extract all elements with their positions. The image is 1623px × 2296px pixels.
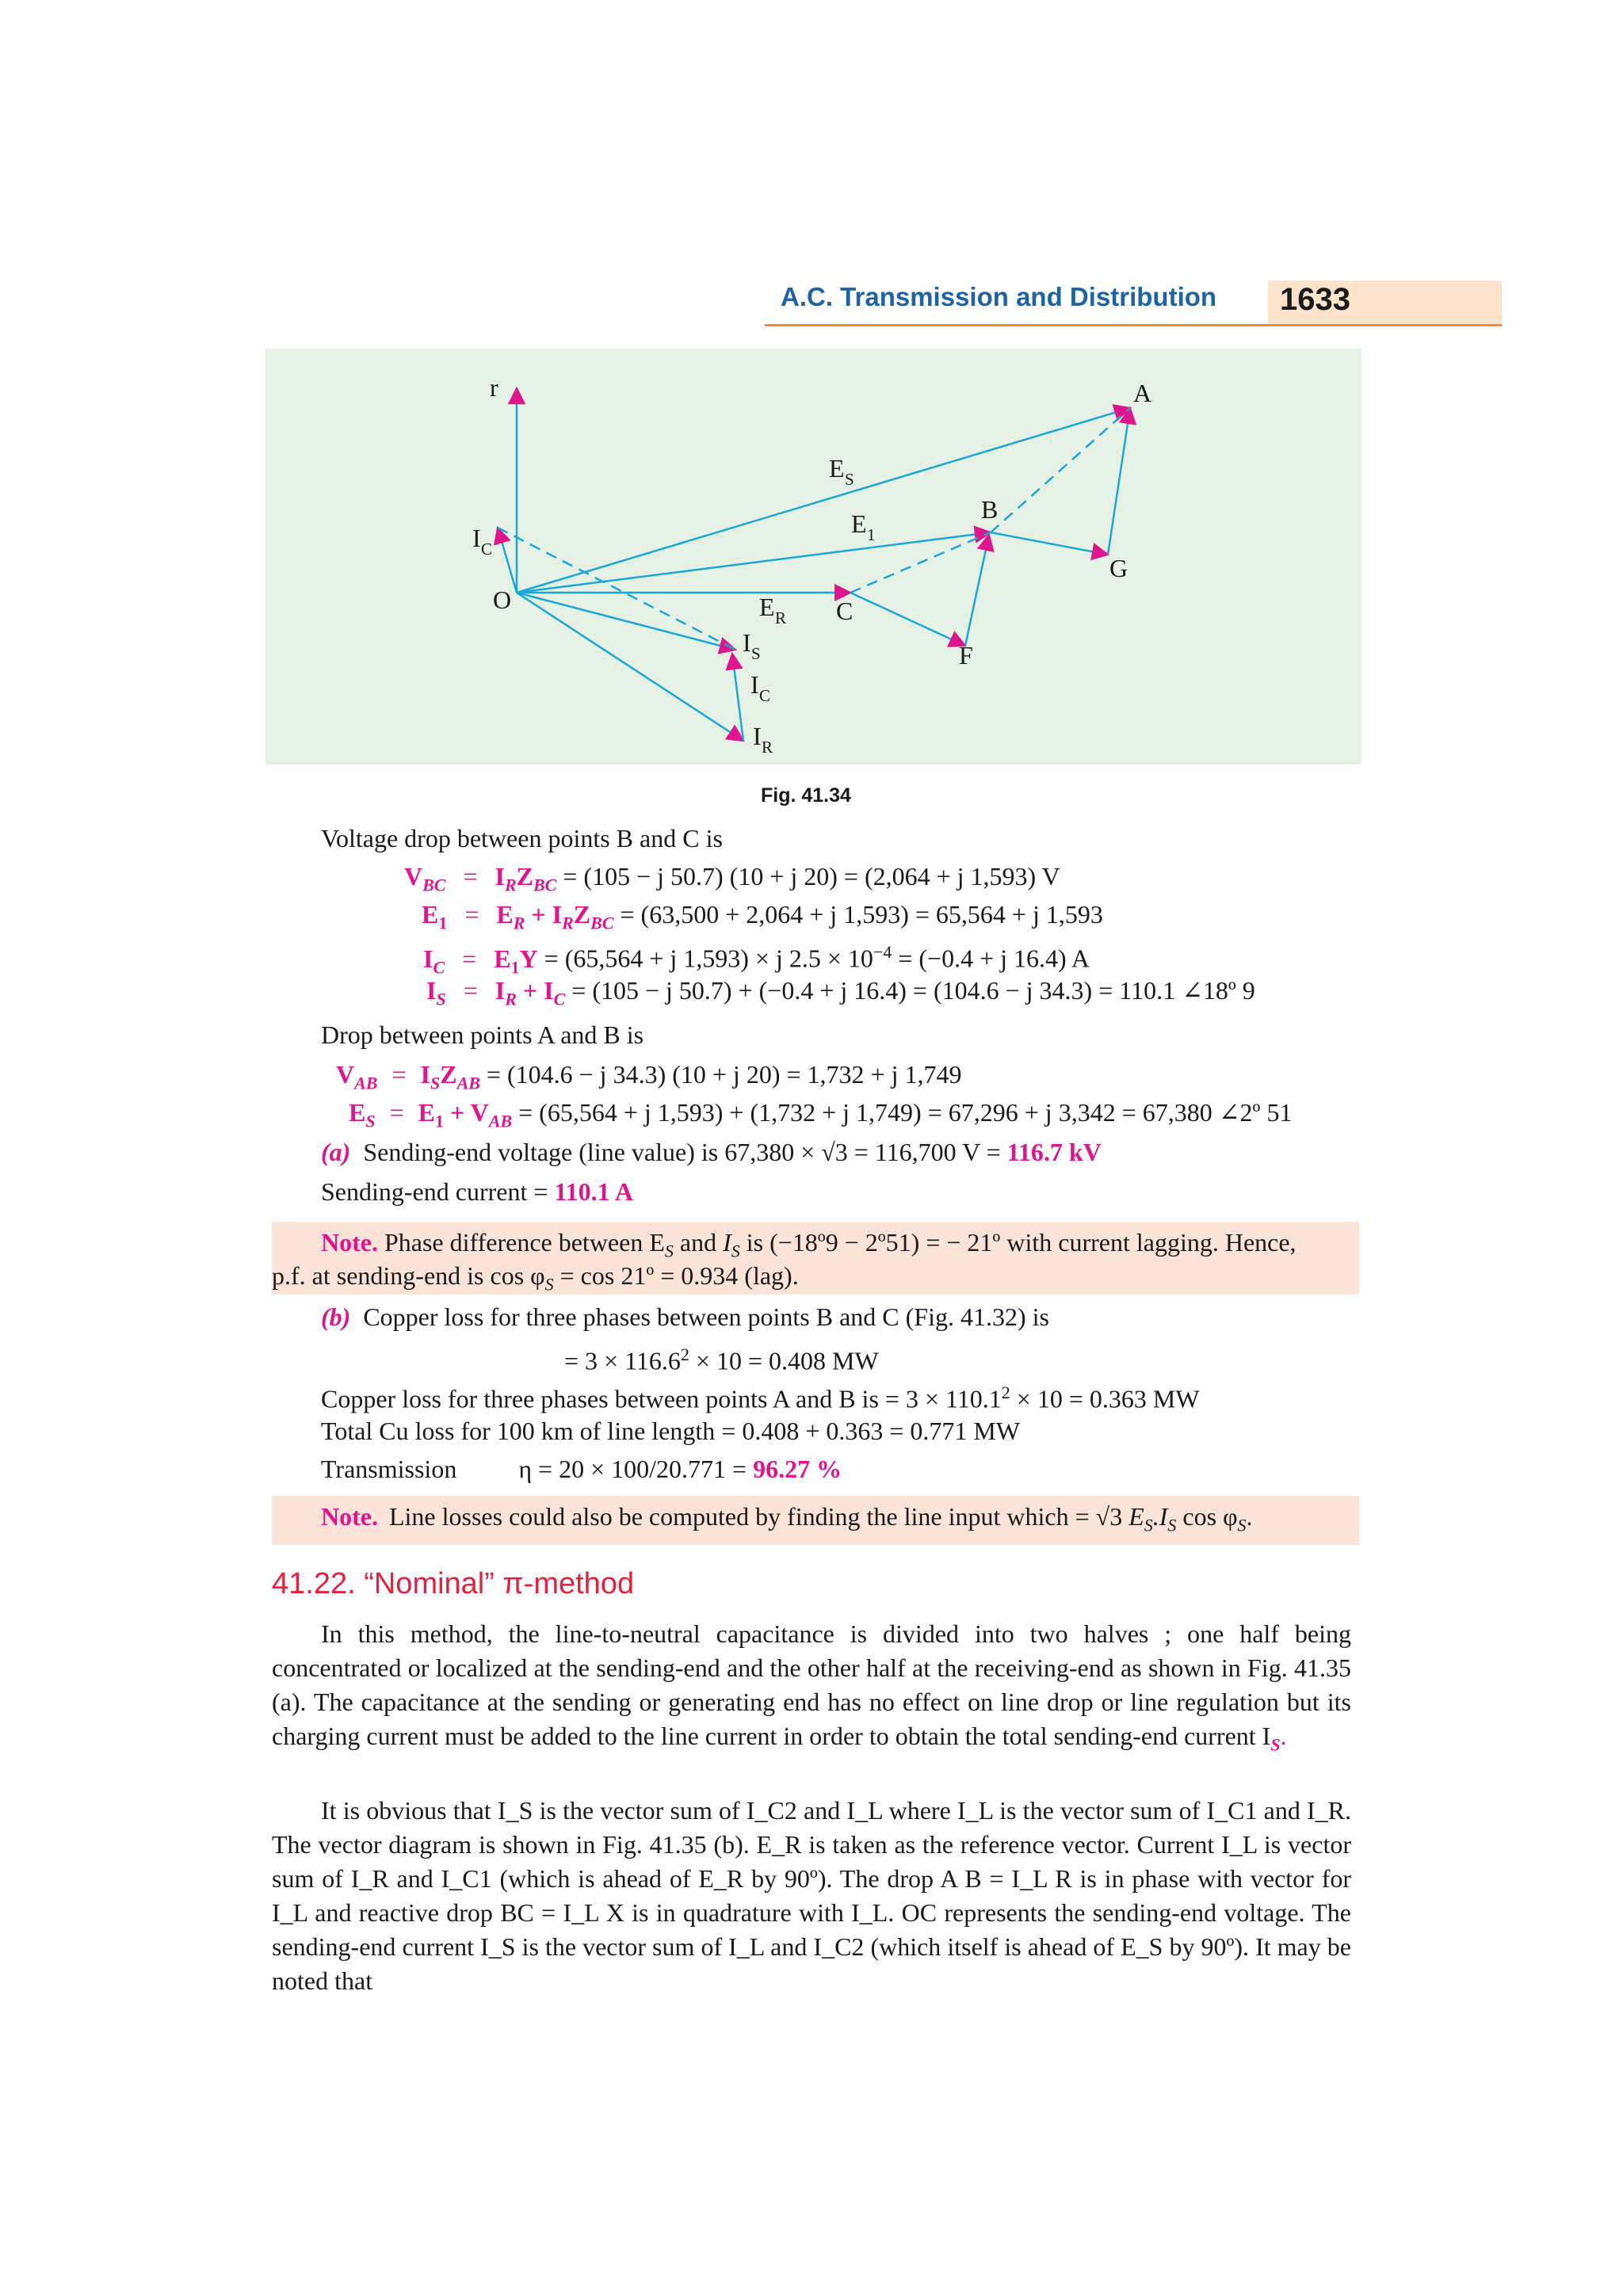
part-b-equation: = $3 \times 116.6^2 \times 10 = 0.408$ MW	[564, 1344, 879, 1375]
copper-loss-ab: Copper loss for three phases between points A and B is = $3 \times 110.1^2 \times 10 = 0.363$ MW	[321, 1383, 1200, 1413]
svg-text:1: 1	[867, 525, 876, 544]
transmission-efficiency: Transmission η = 20 × 100/20.771 = 96.27 %	[321, 1455, 842, 1483]
equation-es: $E_S = E_1 + V_{AB} = (65,564 + j$ 1,593) + (1,732 + j 1,749) = 67,296 + j 3,342 = 67,380 ∠2º 51	[349, 1098, 1293, 1131]
label-er: E	[759, 593, 775, 621]
vector-fb	[965, 535, 989, 646]
vector-cf	[850, 593, 965, 646]
svg-text:S: S	[751, 644, 761, 663]
answer-a: (a) Sending-end voltage (line value) is 67,380 × √3 = 116,700 V = 116.7 kV	[321, 1138, 1102, 1166]
vector-ga	[1108, 408, 1130, 555]
note-1-line-2: p.f. at sending-end is $\cos \varphi_S = \cos$ 21º = 0.934 (lag).	[272, 1261, 799, 1295]
svg-text:C: C	[481, 540, 493, 559]
label-ir: I	[753, 722, 762, 750]
dashed-ic-is	[498, 528, 735, 650]
label-c: C	[836, 597, 854, 625]
label-ic-left: I	[472, 524, 481, 552]
dashed-ba	[991, 408, 1130, 532]
figure-caption: Fig. 41.34	[761, 784, 851, 807]
vector-is	[517, 593, 735, 650]
vector-ic-left	[498, 528, 517, 593]
text-line: Drop between points A and B is	[321, 1020, 644, 1049]
label-e1: E	[851, 509, 867, 538]
note-1-line-1: Note. Phase difference between $E_S$ and $I_S$ is (−18º9 − 2º51) = − 21º with current lagging. Hence,	[321, 1228, 1296, 1261]
running-header-title: A.C. Transmission and Distribution	[781, 282, 1217, 311]
label-r: r	[490, 373, 498, 402]
svg-text:R: R	[775, 608, 787, 627]
label-ic-mid: I	[750, 670, 759, 699]
equation-is: $I_S = I_R + I_C = (105 - j$ 50.7) + (−0.4 + j 16.4) = (104.6 − j 34.3) = 110.1 ∠18º 9	[426, 976, 1255, 1009]
note-2: Note. Line losses could also be computed by finding the line input which = √3 $E_S.I_S$ $\cos \varphi_S$.	[321, 1502, 1253, 1535]
equation-e1: $E_1 = E_R + I_RZ_{BC} = (63,500 + 2,064 + j$ 1,593) = 65,564 + j 1,593	[422, 900, 1103, 933]
equation-ic: $I_C = E_1Y = (65,564 + j$ 1,593) × j $2.5 \times 10^{-4} = (-0.4 + j$ 16.4) A	[423, 942, 1090, 978]
label-is: I	[743, 628, 751, 657]
svg-text:R: R	[762, 738, 773, 757]
total-cu-loss: Total Cu loss for 100 km of line length = 0.408 + 0.363 = 0.771 MW	[321, 1417, 1021, 1445]
svg-text:C: C	[759, 686, 771, 705]
label-f: F	[959, 641, 973, 669]
vector-bg	[991, 532, 1108, 555]
label-a: A	[1133, 379, 1152, 407]
label-b: B	[981, 495, 999, 524]
paragraph-2: It is obvious that I_S is the vector sum of I_C2 and I_L where I_L is the vector sum of I_C1 and I_R. The vector diagram is shown in Fig. 41.35 (b). E_R is taken as the reference vector. Current I_L is vector sum of I_R and I_C1 (which is ahead of E_R by 90º). The drop A B = I_L R is in phase with vector for I_L and reactive drop BC = I_L X is in quadrature with I_L. OC represents the sending-end voltage. The sending-end current I_S is the vector sum of I_L and I_C2 (which itself is ahead of E_S by 90º). It may be noted that	[272, 1796, 1351, 1995]
equation-vbc: $V_{BC} = I_RZ_{BC} = (105 - j$ 50.7) (10 + j 20) = (2,064 + j 1,593) V	[404, 862, 1060, 895]
text-line: Voltage drop between points B and C is	[321, 824, 723, 852]
label-g: G	[1109, 554, 1128, 582]
part-b: (b) Copper loss for three phases between points B and C (Fig. 41.32) is	[321, 1302, 1049, 1331]
label-es: E	[829, 454, 845, 482]
vector-ir	[517, 593, 743, 741]
label-o: O	[493, 585, 512, 614]
vector-ic-mid	[732, 654, 743, 741]
page-number: 1633	[1280, 282, 1350, 317]
svg-text:S: S	[845, 470, 854, 489]
section-heading: 41.22. “Nominal” π-method	[272, 1567, 635, 1600]
vector-es	[517, 408, 1130, 593]
equation-vab: $V_{AB} = I_SZ_{AB} = (104.6 - j$ 34.3) (10 + j 20) = 1,732 + j 1,749	[336, 1060, 962, 1093]
sending-current: Sending-end current = 110.1 A	[321, 1177, 633, 1206]
paragraph-1: In this method, the line-to-neutral capacitance is divided into two halves ; one half being concentrated or localized at the sending-end and the other half at the receiving-end as shown in Fig. 41.35 (a). The capacitance at the sending or generating end has no effect on line drop or line regulation but its charging current must be added to the line current in order to obtain the total sending-end current $I_S$.	[272, 1619, 1351, 1755]
